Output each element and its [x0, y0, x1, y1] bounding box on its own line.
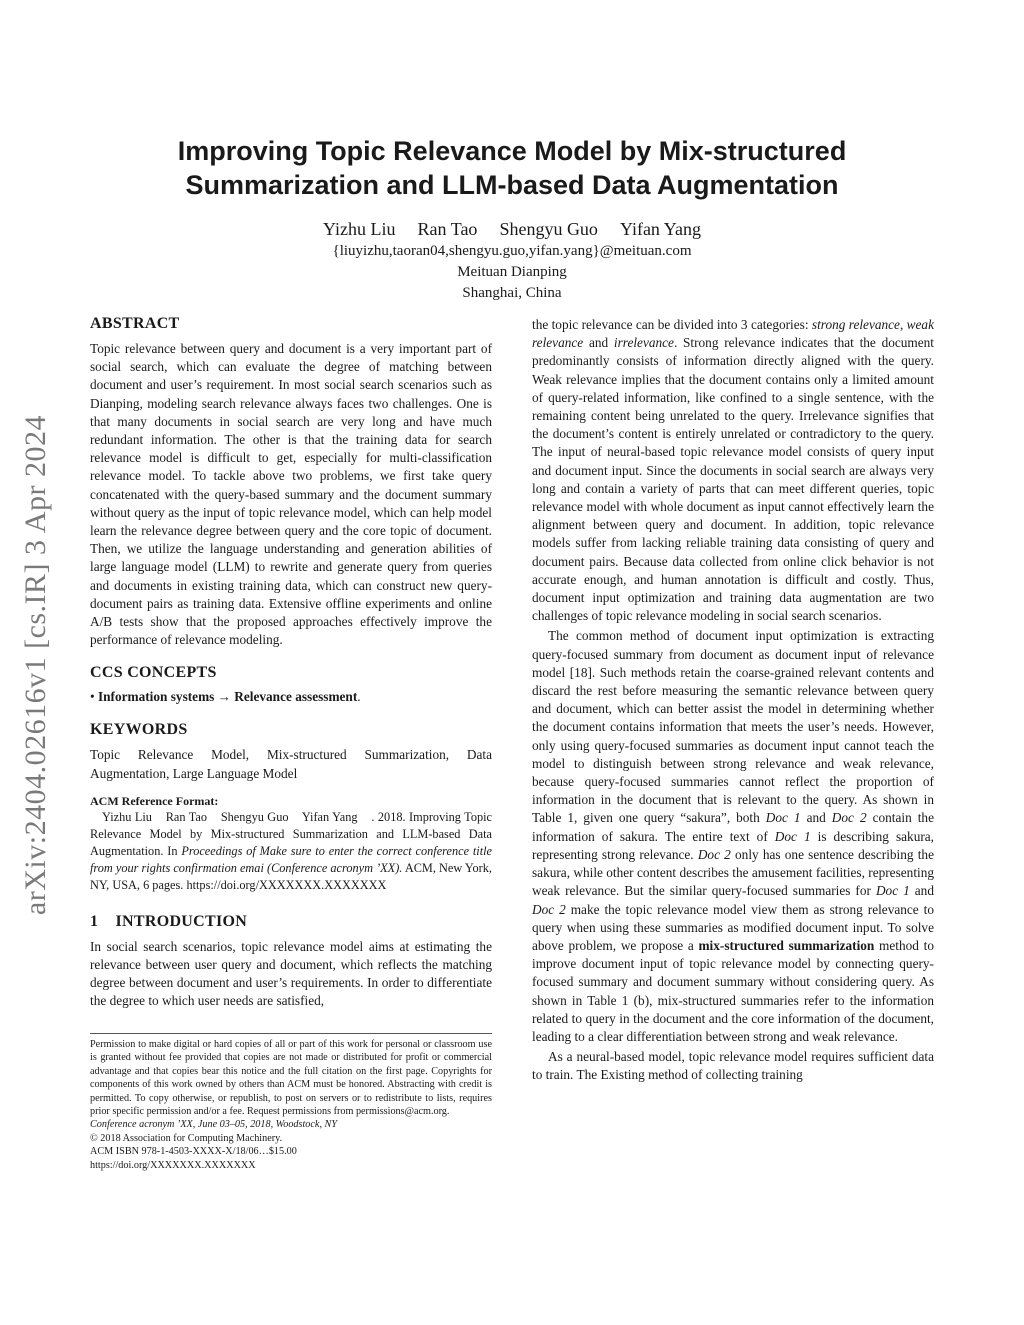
acm-ref-title: Improving Topic Relevance Model by Mix-structured Summarization and LLM-based Data Augmentation. In [90, 809, 492, 858]
right-column [532, 316, 934, 1085]
location: Shanghai, China [462, 285, 562, 301]
author-name: Yifan Yang [619, 219, 701, 239]
keywords-text: Topic Relevance Model, Mix-structured Summarization, Data Augmentation, Large Language Model [90, 747, 492, 781]
text-span: and [914, 883, 934, 899]
paper-title [120, 134, 904, 202]
text-span: make the topic relevance model view them as strong relevance to query when using these summaries as modified document input. To solve above problem, we propose a [532, 901, 934, 953]
text-span: , [899, 317, 904, 332]
conference-line [90, 1118, 492, 1131]
text-span: . Strong relevance indicates that the document predominantly consists of information directly aligned with the query. Weak relevance implies that the document contains only a limited amount of query-related information, like confined to a single sentence, with the remaining content being unrelated to the query. Irrelevance signifies that the document’s content is entirely unrelated or contradictory to the query. The input of neural-based topic relevance model consists of query input and document input. Since the documents in social search are always very long and contain a variety of parts that can meet different queries, topic relevance model with whole document as input cannot effectively learn the alignment between query and document. In addition, topic relevance models suffer from lacking reliable training data consisting of query and document pairs. Because data collected from online click behavior is not accurate enough, and human annotation is difficult and costly. Thus, document input optimization and training data augmentation are two challenges of topic relevance modeling in social search scenarios. [532, 335, 934, 624]
acm-ref-label: ACM Reference Format: [90, 793, 219, 808]
doi-line: https://doi.org/XXXXXXX.XXXXXXX [90, 1159, 256, 1171]
acm-ref-venue: Proceedings of Make sure to enter the correct conference title from your rights confirmation emai (Conference acronym ’XX). [90, 843, 492, 875]
left-column [90, 314, 492, 1011]
arxiv-identifier [16, 370, 56, 960]
author-name: Shengyu Guo [499, 219, 598, 239]
text-span: the topic relevance can be divided into 3 categories: [532, 317, 809, 332]
acm-ref-text [90, 809, 492, 894]
term-mix-structured-summarization: mix-structured summarization [698, 937, 875, 953]
author-name: Yizhu Liu [323, 219, 396, 239]
ccs-item-text: Information systems → Relevance assessment [97, 689, 358, 705]
ccs-heading: CCS CONCEPTS [90, 664, 217, 682]
text-span: method to improve document input of topic relevance model by connecting query-focused summary and document summary without considering query. As shown in Table 1 (b), mix-structured summaries refer to the information related to query in the document and the core information of the document, leading to a clear differentiation between strong and weak relevance. [532, 937, 934, 1044]
text-span: is describing sakura, representing strong relevance. [532, 828, 934, 862]
title-line-2: Summarization and LLM-based Data Augmentation [185, 170, 839, 200]
copyright-footnote [90, 1033, 492, 1172]
text-span: The common method of document input optimization is extracting query-focused summary from document as document input of relevance model [18]. Such methods retain the coarse-grained relevant contents and discard the rest before measuring the semantic relevance between query and document, which can better assist the model in determining whether the document contains information that meets the user’s needs. However, only using query-focused summaries as document input cannot teach the model to distinguish between strong relevance and weak relevance, because query-focused summaries cannot reflect the proportion of information in the document that is relevant to the query. As shown in Table 1, given one query “sakura”, both [532, 628, 934, 826]
author-list [120, 218, 904, 240]
term-doc1: Doc 1 [774, 828, 811, 844]
copyright-line: © 2018 Association for Computing Machinery. [90, 1132, 283, 1144]
right-paragraph-3: As a neural-based model, topic relevance model requires sufficient data to train. The Existing method of collecting training [532, 1049, 934, 1083]
arxiv-identifier-text: arXiv:2404.02616v1 [cs.IR] 3 Apr 2024 [19, 414, 52, 916]
ccs-period: . [357, 689, 361, 705]
term-doc2: Doc 2 [697, 846, 731, 862]
term-doc2: Doc 2 [532, 901, 566, 917]
right-paragraph-2 [532, 627, 934, 1046]
permission-text: Permission to make digital or hard copies of all or part of this work for personal or classroom use is granted without fee provided that copies are not made or distributed for profit or commercial advantage and that copies bear this notice and the full citation on the first page. Copyrights for components of this work owned by others than ACM must be honored. Abstracting with credit is permitted. To copy otherwise, or republish, to post on servers or to redistribute to lists, requires prior specific permission and/or a fee. Request permissions from permissions@acm.org. [90, 1039, 492, 1118]
term-irrelevance: irrelevance [613, 335, 674, 351]
term-doc1: Doc 1 [765, 810, 801, 826]
text-span: and [806, 810, 826, 826]
text-span: and [588, 335, 609, 351]
author-name: Ran Tao [417, 219, 478, 239]
abstract-text: Topic relevance between query and document is a very important part of social search, which can evaluate the degree of matching between document and user’s requirement. In most social search scenarios such as Dianping, modeling search relevance always faces two challenges. One is that many documents in social search are very long and have much redundant information. The other is that the training data for search relevance model is difficult to get, especially for multi-classification relevance model. To tackle above two problems, we first take query concatenated with the query-based summary and the document summary without query as the input of topic relevance model, which can help model learn the relevance degree between query and the core topic of document. Then, we utilize the language understanding and generation abilities of large language model (LLM) to rewrite and generate query from queries and documents in existing training data, which can construct new query-document pairs as training data. Extensive offline experiments and online A/B tests show that the proposed approaches effectively improve the performance of relevance modeling. [90, 341, 492, 648]
acm-ref-rest: ACM, New York, NY, USA, 6 pages. https://doi.org/XXXXXXX.XXXXXXX [90, 860, 492, 892]
abstract-heading: ABSTRACT [90, 315, 180, 332]
intro-heading: 1 INTRODUCTION [90, 912, 248, 930]
conference-text: Conference acronym ’XX, June 03–05, 2018, Woodstock, NY [90, 1119, 338, 1131]
text-span: only has one sentence describing the sakura, while other content describes the amusement facilities, representing weak relevance. But the similar query-focused summaries for [532, 846, 934, 899]
term-strong-relevance: strong relevance [811, 317, 900, 332]
term-weak-relevance: weak relevance [532, 317, 934, 351]
keywords-heading: KEYWORDS [90, 721, 188, 739]
term-doc1: Doc 1 [875, 883, 910, 899]
intro-paragraph-1: In social search scenarios, topic relevance model aims at estimating the relevance between user query and document, which reflects the matching degree between document and user’s requirements. In order to differentiate the degree to which user needs are satisfied, [90, 938, 492, 1009]
author-email: {liuyizhu,taoran04,shengyu.guo,yifan.yang}@meituan.com [332, 243, 692, 259]
ccs-bullet: • [90, 689, 95, 705]
text-span: contain the information of sakura. The entire text of [532, 810, 934, 844]
ccs-concept [90, 688, 492, 706]
term-doc2: Doc 2 [831, 810, 867, 826]
isbn-line: ACM ISBN 978-1-4503-XXXX-X/18/06…$15.00 [90, 1146, 297, 1158]
right-paragraph-1 [532, 316, 934, 625]
affiliation: Meituan Dianping [457, 264, 567, 280]
title-line-1: Improving Topic Relevance Model by Mix-structured [177, 136, 847, 166]
acm-ref-authors: Yizhu Liu Ran Tao Shengyu Guo Yifan Yang . 2018. [102, 809, 406, 824]
